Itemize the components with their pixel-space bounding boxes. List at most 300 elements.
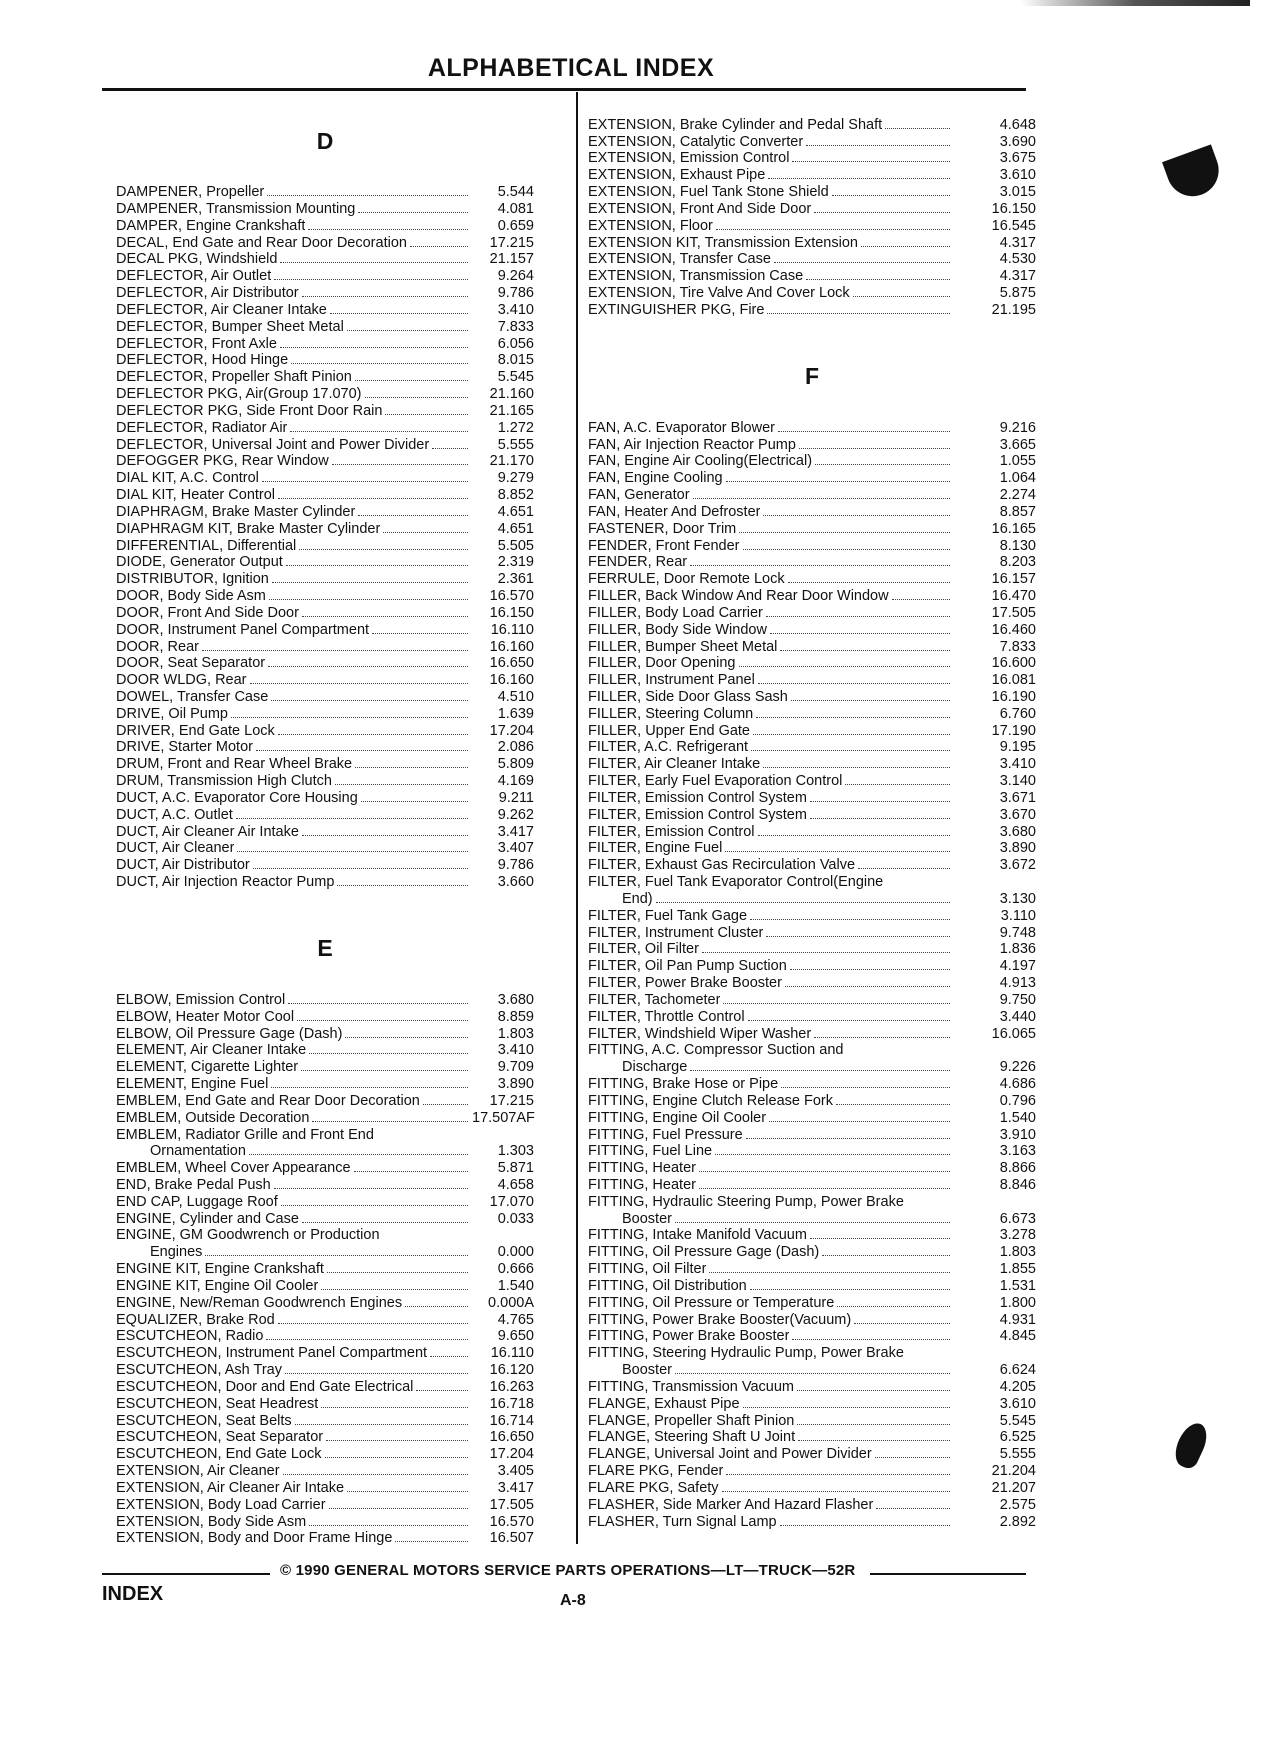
entry-name: FITTING, Oil Pressure or Temperature bbox=[588, 1294, 835, 1311]
blank-line bbox=[588, 318, 1036, 335]
dot-leader bbox=[822, 1255, 950, 1256]
entry-name: FILLER, Door Opening bbox=[588, 655, 736, 672]
dot-leader bbox=[832, 195, 950, 196]
index-entry bbox=[588, 234, 1036, 251]
entry-name: EXTENSION, Catalytic Converter bbox=[588, 133, 804, 150]
entry-name: DEFLECTOR, Air Cleaner Intake bbox=[116, 301, 327, 318]
dot-leader bbox=[249, 1154, 468, 1155]
entry-group-number: 1.272 bbox=[497, 419, 534, 436]
index-entry bbox=[588, 1042, 1036, 1059]
entry-group-number: 16.110 bbox=[490, 1345, 534, 1362]
dot-leader bbox=[723, 1003, 950, 1004]
entry-group-number: 17.505 bbox=[991, 604, 1036, 621]
entry-name: DRIVE, Oil Pump bbox=[116, 705, 228, 722]
entry-group-number: 9.216 bbox=[999, 419, 1036, 436]
entry-group-number: 4.317 bbox=[999, 234, 1036, 251]
entry-name: FAN, A.C. Evaporator Blower bbox=[588, 419, 775, 436]
dot-leader bbox=[716, 229, 950, 230]
entry-name: DUCT, Air Injection Reactor Pump bbox=[116, 874, 335, 891]
dot-leader bbox=[753, 734, 950, 735]
index-entry bbox=[116, 318, 534, 335]
entry-name: FILLER, Body Load Carrier bbox=[588, 604, 763, 621]
index-entry bbox=[116, 1530, 534, 1547]
index-entry bbox=[588, 755, 1036, 772]
index-entry bbox=[116, 217, 534, 234]
entry-name: DEFLECTOR, Bumper Sheet Metal bbox=[116, 318, 344, 335]
dot-leader bbox=[758, 683, 950, 684]
entry-name: FITTING, Heater bbox=[588, 1177, 696, 1193]
dot-leader bbox=[309, 1053, 468, 1054]
dot-leader bbox=[236, 818, 468, 819]
dot-leader bbox=[876, 1508, 950, 1509]
dot-leader bbox=[693, 498, 950, 499]
entry-group-number: 21.195 bbox=[991, 301, 1036, 318]
index-entry bbox=[588, 1479, 1036, 1496]
entry-name: EMBLEM, Wheel Cover Appearance bbox=[116, 1160, 351, 1177]
title-rule bbox=[102, 88, 1026, 91]
entry-name: END, Brake Pedal Push bbox=[116, 1177, 271, 1193]
entry-group-number: 3.665 bbox=[999, 436, 1036, 453]
entry-group-number: 9.226 bbox=[999, 1059, 1036, 1076]
entry-group-number: 3.110 bbox=[1000, 907, 1036, 924]
index-entry bbox=[116, 1378, 534, 1395]
index-entry bbox=[588, 1361, 1036, 1378]
entry-group-number: 4.205 bbox=[999, 1378, 1036, 1395]
dot-leader bbox=[274, 1188, 468, 1189]
index-entry bbox=[116, 705, 534, 722]
index-entry bbox=[588, 267, 1036, 284]
dot-leader bbox=[302, 1222, 468, 1223]
entry-group-number: 4.765 bbox=[497, 1311, 534, 1328]
dot-leader bbox=[751, 750, 950, 751]
dot-leader bbox=[205, 1255, 468, 1256]
index-entry bbox=[116, 267, 534, 284]
dot-leader bbox=[337, 885, 468, 886]
dot-leader bbox=[256, 750, 468, 751]
index-entry bbox=[588, 890, 1036, 907]
index-entry bbox=[588, 1412, 1036, 1429]
dot-leader bbox=[355, 767, 468, 768]
entry-name: DUCT, Air Distributor bbox=[116, 857, 250, 874]
entry-name: DOOR WLDG, Rear bbox=[116, 672, 247, 689]
dot-leader bbox=[372, 633, 468, 634]
dot-leader bbox=[656, 902, 950, 903]
entry-group-number: 4.651 bbox=[497, 520, 534, 537]
dot-leader bbox=[797, 1390, 950, 1391]
entry-name: ENGINE, Cylinder and Case bbox=[116, 1210, 299, 1227]
entry-name: FITTING, Fuel Pressure bbox=[588, 1126, 743, 1143]
index-entry bbox=[116, 1412, 534, 1429]
entry-group-number: 2.086 bbox=[497, 739, 534, 756]
dot-leader bbox=[875, 1457, 950, 1458]
dot-leader bbox=[327, 1272, 468, 1273]
entry-name: DOOR, Instrument Panel Compartment bbox=[116, 621, 370, 638]
entry-name: Ornamentation bbox=[150, 1143, 246, 1160]
entry-group-number: 16.600 bbox=[991, 655, 1036, 672]
section-letter: E bbox=[317, 935, 333, 962]
index-entry bbox=[588, 873, 1036, 890]
index-entry bbox=[588, 671, 1036, 688]
entry-name: FILTER, Windshield Wiper Washer bbox=[588, 1025, 812, 1042]
entry-group-number: 3.910 bbox=[999, 1126, 1036, 1143]
entry-group-number: 0.033 bbox=[497, 1210, 534, 1227]
index-entry bbox=[588, 991, 1036, 1008]
dot-leader bbox=[329, 1508, 468, 1509]
index-entry bbox=[116, 587, 534, 604]
entry-name: ELEMENT, Engine Fuel bbox=[116, 1076, 269, 1093]
entry-group-number: 4.913 bbox=[999, 975, 1036, 992]
entry-name: FILTER, Engine Fuel bbox=[588, 840, 723, 857]
dot-leader bbox=[262, 481, 468, 482]
index-entry bbox=[588, 688, 1036, 705]
entry-group-number: 1.803 bbox=[999, 1244, 1036, 1261]
index-entry bbox=[588, 217, 1036, 234]
entry-group-number: 5.544 bbox=[497, 184, 534, 201]
entry-group-number: 16.150 bbox=[991, 200, 1036, 217]
index-entry bbox=[588, 251, 1036, 268]
dot-leader bbox=[845, 784, 950, 785]
dot-leader bbox=[202, 650, 468, 651]
index-entry bbox=[588, 436, 1036, 453]
index-entry bbox=[116, 301, 534, 318]
entry-group-number: 16.570 bbox=[489, 588, 534, 605]
entry-name: EXTENSION, Air Cleaner bbox=[116, 1463, 280, 1480]
entry-group-number: 2.361 bbox=[497, 571, 534, 588]
entry-name: DRIVE, Starter Motor bbox=[116, 739, 253, 756]
dot-leader bbox=[767, 313, 950, 314]
dot-leader bbox=[271, 1087, 468, 1088]
index-entry bbox=[116, 1176, 534, 1193]
index-entry bbox=[116, 772, 534, 789]
dot-leader bbox=[810, 818, 950, 819]
dot-leader bbox=[365, 397, 468, 398]
entry-name: FILTER, Emission Control System bbox=[588, 806, 807, 823]
entry-name: DIAL KIT, Heater Control bbox=[116, 487, 276, 504]
entry-name: DOOR, Body Side Asm bbox=[116, 588, 266, 605]
entry-name: ELBOW, Oil Pressure Gage (Dash) bbox=[116, 1025, 343, 1042]
entry-name: FILLER, Steering Column bbox=[588, 705, 754, 722]
entry-name: ESCUTCHEON, Door and End Gate Electrical bbox=[116, 1378, 414, 1395]
entry-name: DIFFERENTIAL, Differential bbox=[116, 537, 297, 554]
index-entry bbox=[116, 200, 534, 217]
dot-leader bbox=[278, 734, 468, 735]
index-entry bbox=[588, 116, 1036, 133]
section-letter: D bbox=[316, 127, 334, 154]
entry-name: DIAL KIT, A.C. Control bbox=[116, 470, 259, 487]
entry-name: FILTER, Oil Filter bbox=[588, 941, 699, 958]
dot-leader bbox=[301, 1070, 468, 1071]
dot-leader bbox=[814, 1037, 950, 1038]
entry-group-number: 3.610 bbox=[999, 1395, 1036, 1412]
entry-group-number: 9.786 bbox=[497, 857, 534, 874]
index-entry bbox=[588, 520, 1036, 537]
index-entry bbox=[588, 284, 1036, 301]
entry-name: DEFLECTOR, Hood Hinge bbox=[116, 352, 289, 369]
index-entry bbox=[588, 200, 1036, 217]
dot-leader bbox=[345, 1037, 468, 1038]
index-entry bbox=[116, 436, 534, 453]
dot-leader bbox=[792, 1339, 950, 1340]
index-entry bbox=[588, 789, 1036, 806]
dot-leader bbox=[430, 1356, 468, 1357]
entry-group-number: 16.165 bbox=[991, 520, 1036, 537]
index-entry bbox=[116, 1395, 534, 1412]
dot-leader bbox=[690, 565, 950, 566]
entry-group-number: 3.660 bbox=[497, 874, 534, 891]
entry-group-number: 2.575 bbox=[999, 1496, 1036, 1513]
index-entry bbox=[116, 1025, 534, 1042]
page-title: ALPHABETICAL INDEX bbox=[427, 54, 715, 82]
entry-group-number: 16.081 bbox=[991, 672, 1036, 689]
entry-group-number: 3.410 bbox=[497, 1042, 534, 1059]
dot-leader bbox=[815, 464, 950, 465]
index-entry bbox=[116, 486, 534, 503]
index-entry bbox=[116, 1328, 534, 1345]
entry-group-number: 6.525 bbox=[999, 1429, 1036, 1446]
index-entry bbox=[588, 1058, 1036, 1075]
entry-group-number: 1.639 bbox=[497, 705, 534, 722]
entry-group-number: 4.651 bbox=[497, 503, 534, 520]
entry-name: DECAL PKG, Windshield bbox=[116, 251, 278, 268]
entry-group-number: 0.796 bbox=[999, 1092, 1036, 1109]
entry-name: DEFLECTOR PKG, Side Front Door Rain bbox=[116, 402, 383, 419]
dot-leader bbox=[281, 1205, 468, 1206]
entry-name: DEFLECTOR PKG, Air(Group 17.070) bbox=[116, 386, 362, 403]
entry-name: FILLER, Back Window And Rear Door Window bbox=[588, 588, 889, 605]
entry-group-number: 9.750 bbox=[999, 991, 1036, 1008]
entry-group-number: 3.672 bbox=[999, 857, 1036, 874]
entry-group-number: 6.760 bbox=[999, 705, 1036, 722]
index-entry bbox=[588, 621, 1036, 638]
entry-group-number: 5.505 bbox=[497, 537, 534, 554]
entry-name: DAMPER, Engine Crankshaft bbox=[116, 217, 306, 234]
entry-group-number: 5.809 bbox=[497, 756, 534, 773]
entry-name: FLARE PKG, Fender bbox=[588, 1463, 724, 1480]
entry-name: FLASHER, Turn Signal Lamp bbox=[588, 1513, 777, 1530]
entry-name: FITTING, Fuel Line bbox=[588, 1143, 713, 1160]
entry-group-number: 21.165 bbox=[489, 402, 534, 419]
entry-name: ENGINE KIT, Engine Oil Cooler bbox=[116, 1277, 319, 1294]
dot-leader bbox=[302, 616, 468, 617]
index-entry bbox=[588, 1008, 1036, 1025]
dot-leader bbox=[358, 212, 468, 213]
index-entry bbox=[116, 284, 534, 301]
entry-name: EXTENSION, Transmission Case bbox=[588, 268, 804, 285]
dot-leader bbox=[699, 1188, 950, 1189]
index-entry bbox=[588, 705, 1036, 722]
entry-group-number: 21.157 bbox=[489, 251, 534, 268]
entry-name: FAN, Heater And Defroster bbox=[588, 503, 761, 520]
entry-group-number: 8.859 bbox=[497, 1008, 534, 1025]
index-entry bbox=[116, 537, 534, 554]
index-entry bbox=[588, 166, 1036, 183]
dot-leader bbox=[739, 532, 950, 533]
dot-leader bbox=[799, 448, 950, 449]
entry-group-number: 9.709 bbox=[497, 1059, 534, 1076]
index-entry bbox=[116, 1075, 534, 1092]
index-entry bbox=[116, 520, 534, 537]
entry-name: DEFLECTOR, Radiator Air bbox=[116, 419, 288, 436]
entry-name: DIAPHRAGM KIT, Brake Master Cylinder bbox=[116, 520, 381, 537]
entry-name: DOOR, Seat Separator bbox=[116, 655, 266, 672]
dot-leader bbox=[763, 767, 950, 768]
dot-leader bbox=[758, 835, 950, 836]
dot-leader bbox=[861, 246, 950, 247]
entry-name: EXTENSION, Body and Door Frame Hinge bbox=[116, 1530, 393, 1547]
index-entry bbox=[588, 1109, 1036, 1126]
entry-name: EXTENSION, Front And Side Door bbox=[588, 200, 812, 217]
dot-leader bbox=[778, 431, 950, 432]
section-letter: F bbox=[804, 363, 820, 390]
entry-name: FILLER, Bumper Sheet Metal bbox=[588, 638, 778, 655]
dot-leader bbox=[231, 717, 468, 718]
entry-name: FENDER, Front Fender bbox=[588, 537, 740, 554]
entry-name: FAN, Air Injection Reactor Pump bbox=[588, 436, 796, 453]
entry-group-number: 8.852 bbox=[497, 487, 534, 504]
entry-name: DEFOGGER PKG, Rear Window bbox=[116, 453, 329, 470]
entry-name: Booster bbox=[622, 1210, 672, 1227]
dot-leader bbox=[286, 565, 468, 566]
dot-leader bbox=[675, 1373, 950, 1374]
entry-name: FILLER, Instrument Panel bbox=[588, 672, 755, 689]
entry-group-number: 4.845 bbox=[999, 1328, 1036, 1345]
entry-group-number: 17.215 bbox=[489, 1092, 534, 1109]
index-entry bbox=[588, 1429, 1036, 1446]
index-entry bbox=[588, 1126, 1036, 1143]
index-entry bbox=[588, 722, 1036, 739]
index-entry bbox=[588, 537, 1036, 554]
index-entry bbox=[116, 823, 534, 840]
dot-leader bbox=[806, 279, 950, 280]
entry-group-number: 7.833 bbox=[497, 318, 534, 335]
dot-leader bbox=[302, 835, 468, 836]
entry-group-number: 1.540 bbox=[497, 1277, 534, 1294]
footer-rule-left bbox=[102, 1573, 270, 1575]
dot-leader bbox=[885, 128, 950, 129]
dot-leader bbox=[295, 1424, 468, 1425]
entry-group-number: 3.690 bbox=[999, 133, 1036, 150]
index-entry bbox=[116, 570, 534, 587]
entry-group-number: 17.204 bbox=[489, 1446, 534, 1463]
entry-group-number: 8.203 bbox=[999, 554, 1036, 571]
index-entry bbox=[116, 1513, 534, 1530]
dot-leader bbox=[766, 936, 950, 937]
entry-group-number: 3.610 bbox=[999, 167, 1036, 184]
index-entry bbox=[116, 1008, 534, 1025]
entry-name: EQUALIZER, Brake Rod bbox=[116, 1311, 275, 1328]
dot-leader bbox=[358, 515, 468, 516]
dot-leader bbox=[385, 414, 468, 415]
entry-group-number: 1.836 bbox=[999, 941, 1036, 958]
index-entry bbox=[116, 755, 534, 772]
entry-group-number: 21.204 bbox=[991, 1463, 1036, 1480]
entry-name: EMBLEM, Outside Decoration bbox=[116, 1109, 310, 1126]
index-entry bbox=[588, 503, 1036, 520]
entry-name: ELEMENT, Air Cleaner Intake bbox=[116, 1042, 307, 1059]
dot-leader bbox=[308, 229, 468, 230]
entry-group-number: 21.170 bbox=[489, 453, 534, 470]
entry-name: DECAL, End Gate and Rear Door Decoration bbox=[116, 234, 407, 251]
entry-group-number: 5.545 bbox=[497, 369, 534, 386]
dot-leader bbox=[269, 599, 468, 600]
dot-leader bbox=[432, 448, 468, 449]
dot-leader bbox=[768, 178, 950, 179]
index-entry bbox=[116, 554, 534, 571]
entry-group-number: 8.130 bbox=[999, 537, 1036, 554]
index-entry bbox=[116, 1496, 534, 1513]
dot-leader bbox=[395, 1541, 468, 1542]
index-entry bbox=[588, 1311, 1036, 1328]
index-entry bbox=[588, 1260, 1036, 1277]
dot-leader bbox=[739, 666, 951, 667]
entry-name: DRIVER, End Gate Lock bbox=[116, 722, 275, 739]
entry-name: FITTING, Oil Distribution bbox=[588, 1277, 747, 1294]
entry-group-number: 4.197 bbox=[999, 958, 1036, 975]
entry-group-number: 1.855 bbox=[999, 1261, 1036, 1278]
entry-name: ESCUTCHEON, Instrument Panel Compartment bbox=[116, 1345, 428, 1362]
page-number: A-8 bbox=[560, 1592, 586, 1609]
entry-group-number: 5.545 bbox=[999, 1412, 1036, 1429]
entry-group-number: 16.714 bbox=[489, 1412, 534, 1429]
index-entry bbox=[116, 873, 534, 890]
dot-leader bbox=[272, 582, 468, 583]
entry-name: FITTING, Engine Clutch Release Fork bbox=[588, 1092, 833, 1109]
dot-leader bbox=[748, 1020, 950, 1021]
entry-group-number: 4.931 bbox=[999, 1311, 1036, 1328]
entry-name: EMBLEM, Radiator Grille and Front End bbox=[116, 1126, 374, 1143]
entry-group-number: 3.407 bbox=[497, 840, 534, 857]
index-entry bbox=[116, 739, 534, 756]
entry-name: DUCT, Air Cleaner bbox=[116, 840, 235, 857]
index-entry bbox=[588, 301, 1036, 318]
index-entry bbox=[588, 1496, 1036, 1513]
entry-name: FILTER, Air Cleaner Intake bbox=[588, 756, 761, 773]
index-entry bbox=[588, 907, 1036, 924]
entry-name: FILTER, Early Fuel Evaporation Control bbox=[588, 773, 843, 790]
dot-leader bbox=[858, 868, 950, 869]
index-entry bbox=[588, 1294, 1036, 1311]
index-entry bbox=[588, 1513, 1036, 1530]
dot-leader bbox=[756, 717, 950, 718]
entry-group-number: 17.204 bbox=[489, 722, 534, 739]
index-entry bbox=[116, 856, 534, 873]
entry-name: DOWEL, Transfer Case bbox=[116, 688, 269, 705]
entry-name: FILTER, Oil Pan Pump Suction bbox=[588, 958, 787, 975]
entry-group-number: 17.505 bbox=[489, 1496, 534, 1513]
entry-group-number: 8.015 bbox=[497, 352, 534, 369]
dot-leader bbox=[814, 212, 950, 213]
entry-group-number: 17.215 bbox=[489, 234, 534, 251]
index-entry bbox=[588, 1243, 1036, 1260]
entry-group-number: 4.510 bbox=[497, 688, 534, 705]
index-entry bbox=[116, 1042, 534, 1059]
entry-group-number: 7.833 bbox=[999, 638, 1036, 655]
entry-name: FITTING, A.C. Compressor Suction and bbox=[588, 1042, 844, 1059]
dot-leader bbox=[266, 1339, 468, 1340]
entry-name: FAN, Engine Air Cooling(Electrical) bbox=[588, 453, 813, 470]
entry-name: DOOR, Front And Side Door bbox=[116, 604, 299, 621]
dot-leader bbox=[423, 1104, 468, 1105]
entry-group-number: 3.163 bbox=[999, 1143, 1036, 1160]
entry-name: EXTENSION, Tire Valve And Cover Lock bbox=[588, 285, 850, 302]
dot-leader bbox=[675, 1222, 950, 1223]
entry-name: DEFLECTOR, Air Outlet bbox=[116, 268, 272, 285]
index-entry bbox=[116, 1260, 534, 1277]
entry-name: FLASHER, Side Marker And Hazard Flasher bbox=[588, 1496, 874, 1513]
entry-group-number: 3.680 bbox=[497, 991, 534, 1008]
index-entry bbox=[588, 957, 1036, 974]
dot-leader bbox=[715, 1154, 950, 1155]
